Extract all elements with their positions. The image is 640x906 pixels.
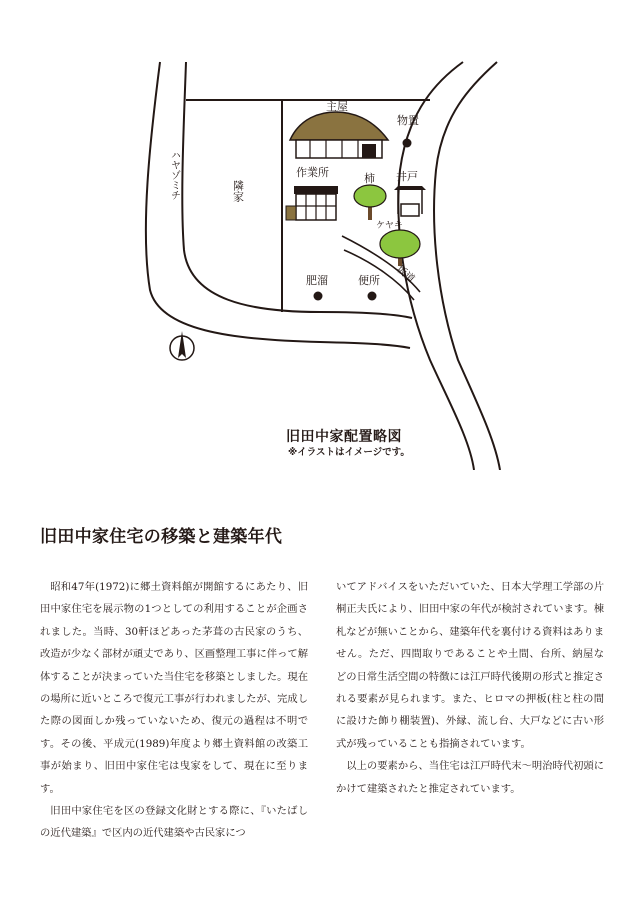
paragraph: 昭和47年(1972)に郷土資料館が開館するにあたり、旧田中家住宅を展示物の1つとしての利用することが企画されました。当時、30軒ほどあった茅葺の古民家のうち、改造が少なく部材が頑丈であり、区画整理工事に伴って解体することが決まっていた当住宅を移築としました。現在の場所に近いところで復元工事が行われましたが、完成した際の図面しか残っていないため、復元の過程は不明です。その後、平成元(1989)年度より郷土資料館の改築工事が始まり、旧田中家住宅は曳家をして、現在に至ります。 — [40, 581, 308, 795]
label-road: ハヤゾミチ — [168, 150, 180, 200]
label-storehouse: 物置 — [397, 114, 419, 127]
label-toilet: 便所 — [358, 274, 380, 287]
label-workshop: 作業所 — [296, 166, 329, 179]
paragraph: 以上の要素から、当住宅は江戸時代末～明治時代初頭にかけて建築されたと推定されています。 — [336, 760, 604, 795]
label-main-house: 主屋 — [326, 100, 348, 113]
label-persimmon: 柿 — [364, 172, 375, 185]
article-column-left — [40, 576, 308, 845]
label-neighbor: 隣家 — [231, 180, 245, 202]
label-fertilizer-pit: 肥溜 — [306, 274, 328, 287]
paragraph: いてアドバイスをいただいていた、日本大学理工学部の片桐正夫氏により、旧田中家の年代が検討されています。棟札などが無いことから、建築年代を裏付ける資料はありません。ただ、四間取りであることや土間、台所、納屋などの日常生活空間の特徴には江戸時代後期の形式と推定される要素が見られます。また、ヒロマの押板(柱と柱の間に設けた飾り棚装置)、外縁、流し台、大戸などに古い形式が残っていることも指摘されています。 — [336, 581, 604, 750]
map-caption-note: ※イラストはイメージです。 — [288, 447, 410, 458]
label-zelkova: ケヤキ — [376, 221, 403, 231]
road-edge-right-inner — [434, 62, 500, 470]
tree-icon — [354, 185, 386, 220]
thatched-house-icon — [290, 112, 388, 158]
paragraph: 旧田中家住宅を区の登録文化財とする際に、『いたばしの近代建築』で区内の近代建築や古民家につ — [40, 805, 308, 840]
article-column-right — [336, 576, 604, 800]
label-well: 井戸 — [396, 170, 418, 183]
map-caption — [286, 428, 426, 460]
storehouse-dot-icon — [403, 139, 412, 148]
map-caption-title: 旧田中家配置略図 — [286, 429, 402, 445]
fertilizer-pit-dot-icon — [314, 292, 323, 301]
article-heading: 旧田中家住宅の移築と建築年代 — [40, 527, 283, 547]
toilet-dot-icon — [368, 292, 377, 301]
workshop-icon — [286, 186, 338, 220]
label-slope: 坂道 — [394, 263, 417, 286]
north-arrow-icon — [170, 331, 194, 360]
tree-icon — [380, 230, 420, 266]
